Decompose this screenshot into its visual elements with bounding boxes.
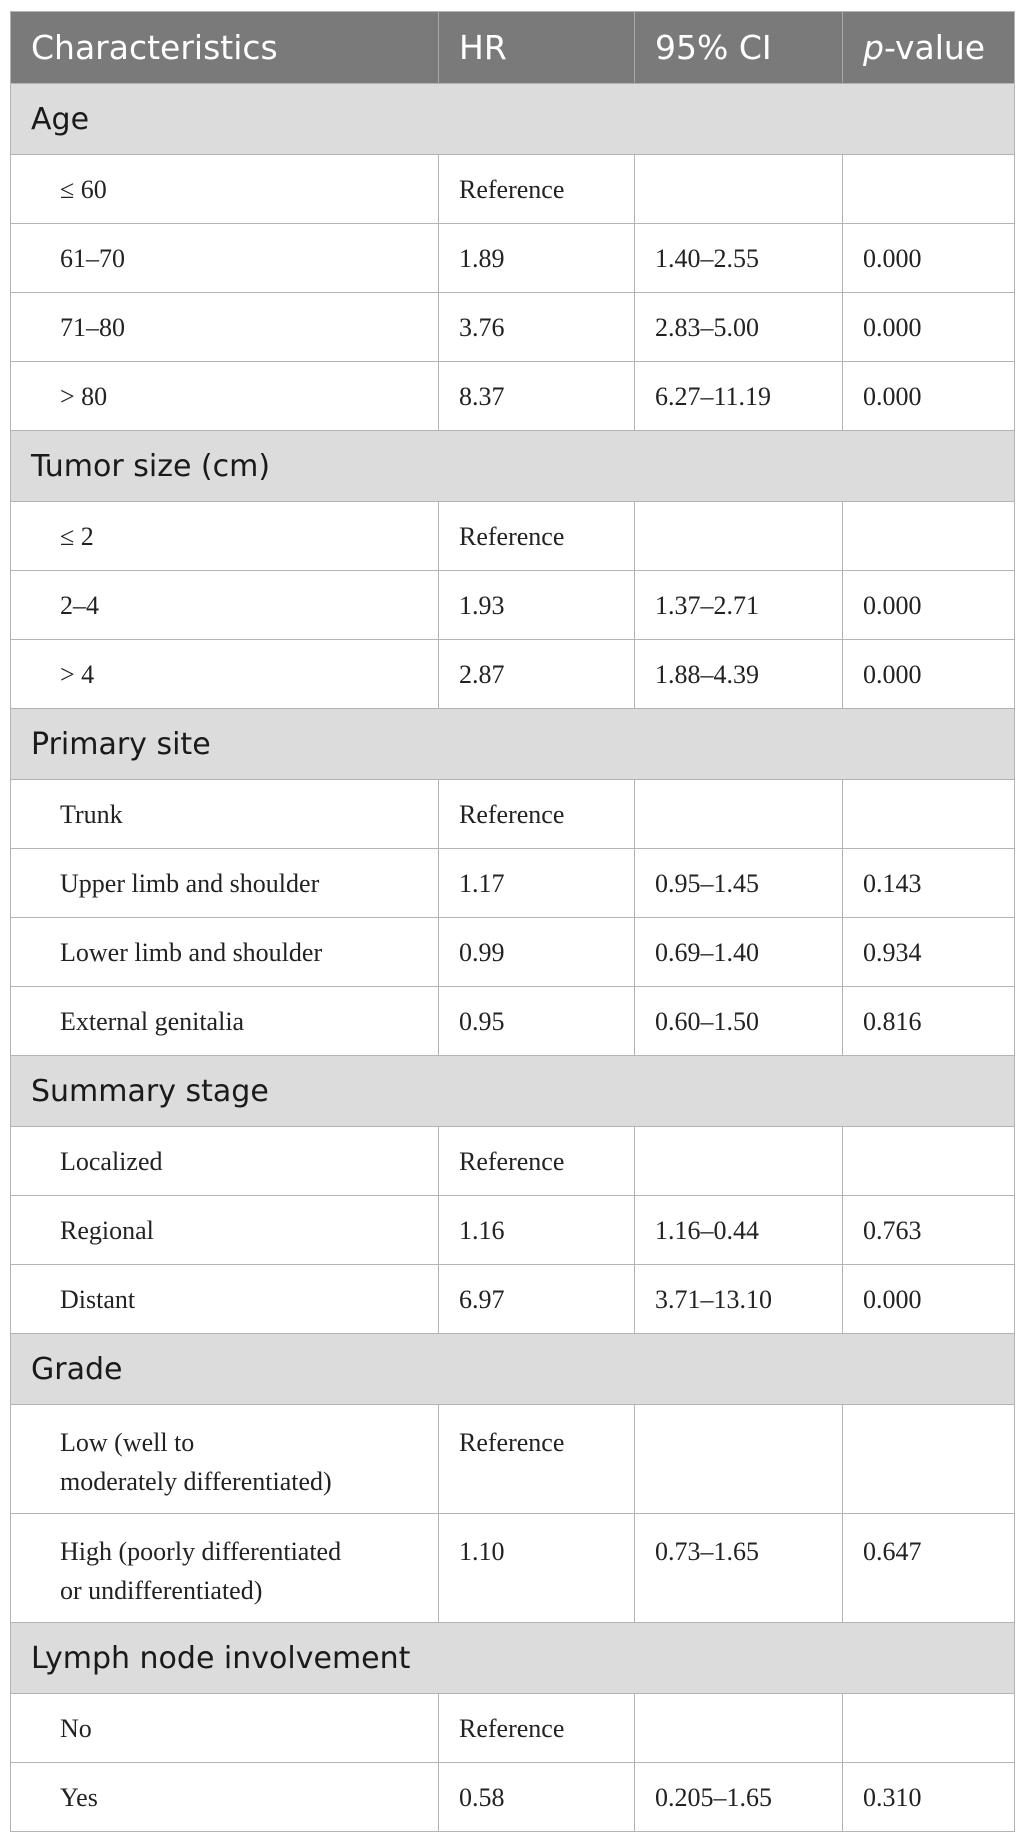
cell-p-value: 0.000 <box>843 1265 1015 1334</box>
table-row <box>11 1694 1015 1763</box>
cell-hr: 1.16 <box>439 1196 635 1265</box>
cell-p-value <box>843 1405 1015 1514</box>
cell-hr: Reference <box>439 1405 635 1514</box>
table-row <box>11 1196 1015 1265</box>
cell-hr: Reference <box>439 1694 635 1763</box>
cell-characteristic: 71–80 <box>11 293 439 362</box>
cell-characteristic: Localized <box>11 1127 439 1196</box>
header-characteristics: Characteristics <box>11 12 439 84</box>
cell-characteristic-line: Low (well to <box>60 1428 195 1457</box>
hazard-ratio-table <box>10 11 1015 1832</box>
header-p-suffix: -value <box>883 28 986 67</box>
table-row <box>11 849 1015 918</box>
cell-ci: 3.71–13.10 <box>635 1265 843 1334</box>
cell-characteristic: Lower limb and shoulder <box>11 918 439 987</box>
cell-ci: 2.83–5.00 <box>635 293 843 362</box>
cell-p-value: 0.816 <box>843 987 1015 1056</box>
group-title: Lymph node involvement <box>11 1623 1015 1694</box>
cell-p-value <box>843 780 1015 849</box>
cell-characteristic: > 80 <box>11 362 439 431</box>
header-row <box>11 12 1015 84</box>
cell-hr: Reference <box>439 780 635 849</box>
cell-hr: Reference <box>439 155 635 224</box>
cell-characteristic: Yes <box>11 1763 439 1832</box>
cell-ci: 0.95–1.45 <box>635 849 843 918</box>
cell-hr: 0.99 <box>439 918 635 987</box>
header-ci: 95% CI <box>635 12 843 84</box>
group-title: Grade <box>11 1334 1015 1405</box>
group-header-row <box>11 431 1015 502</box>
cell-ci: 0.73–1.65 <box>635 1514 843 1623</box>
table-row <box>11 1405 1015 1514</box>
cell-characteristic: Distant <box>11 1265 439 1334</box>
group-title: Tumor size (cm) <box>11 431 1015 502</box>
cell-p-value <box>843 502 1015 571</box>
group-title: Summary stage <box>11 1056 1015 1127</box>
cell-p-value: 0.000 <box>843 224 1015 293</box>
cell-characteristic: 2–4 <box>11 571 439 640</box>
table-row <box>11 640 1015 709</box>
cell-hr: 8.37 <box>439 362 635 431</box>
cell-p-value: 0.647 <box>843 1514 1015 1623</box>
cell-hr: Reference <box>439 502 635 571</box>
cell-ci: 1.16–0.44 <box>635 1196 843 1265</box>
cell-characteristic-line: moderately differentiated) <box>60 1467 332 1496</box>
group-title: Age <box>11 84 1015 155</box>
cell-characteristic: Regional <box>11 1196 439 1265</box>
cell-p-value: 0.000 <box>843 571 1015 640</box>
cell-ci: 6.27–11.19 <box>635 362 843 431</box>
cell-p-value: 0.000 <box>843 293 1015 362</box>
cell-ci <box>635 1405 843 1514</box>
cell-p-value: 0.000 <box>843 640 1015 709</box>
cell-ci: 0.60–1.50 <box>635 987 843 1056</box>
cell-characteristic-line: High (poorly differentiated <box>60 1537 342 1566</box>
group-header-row <box>11 84 1015 155</box>
cell-characteristic-line: or undifferentiated) <box>60 1576 263 1605</box>
table-row <box>11 155 1015 224</box>
group-header-row <box>11 1334 1015 1405</box>
cell-ci <box>635 780 843 849</box>
table-row <box>11 1265 1015 1334</box>
cell-ci: 1.37–2.71 <box>635 571 843 640</box>
group-header-row <box>11 1623 1015 1694</box>
group-header-row <box>11 709 1015 780</box>
cell-hr: Reference <box>439 1127 635 1196</box>
cell-p-value <box>843 155 1015 224</box>
table-body <box>11 84 1015 1832</box>
cell-p-value <box>843 1127 1015 1196</box>
cell-characteristic: No <box>11 1694 439 1763</box>
cell-hr: 3.76 <box>439 293 635 362</box>
cell-characteristic: ≤ 60 <box>11 155 439 224</box>
table-row <box>11 1763 1015 1832</box>
cell-characteristic: > 4 <box>11 640 439 709</box>
table-row <box>11 293 1015 362</box>
cell-characteristic: ≤ 2 <box>11 502 439 571</box>
table-row <box>11 362 1015 431</box>
table-row <box>11 987 1015 1056</box>
cell-characteristic: Upper limb and shoulder <box>11 849 439 918</box>
cell-ci: 0.69–1.40 <box>635 918 843 987</box>
cell-hr: 1.89 <box>439 224 635 293</box>
cell-ci <box>635 1694 843 1763</box>
cell-characteristic: External genitalia <box>11 987 439 1056</box>
hazard-ratio-table-container <box>10 11 1014 1832</box>
cell-hr: 1.10 <box>439 1514 635 1623</box>
cell-characteristic: Trunk <box>11 780 439 849</box>
cell-hr: 1.17 <box>439 849 635 918</box>
group-header-row <box>11 1056 1015 1127</box>
cell-ci <box>635 1127 843 1196</box>
cell-characteristic: 61–70 <box>11 224 439 293</box>
header-p-value <box>843 12 1015 84</box>
cell-ci: 0.205–1.65 <box>635 1763 843 1832</box>
cell-hr: 6.97 <box>439 1265 635 1334</box>
table-row <box>11 780 1015 849</box>
cell-hr: 1.93 <box>439 571 635 640</box>
cell-p-value: 0.763 <box>843 1196 1015 1265</box>
cell-p-value <box>843 1694 1015 1763</box>
cell-characteristic <box>11 1405 439 1514</box>
group-title: Primary site <box>11 709 1015 780</box>
table-row <box>11 1127 1015 1196</box>
cell-ci: 1.40–2.55 <box>635 224 843 293</box>
cell-p-value: 0.934 <box>843 918 1015 987</box>
cell-ci <box>635 502 843 571</box>
table-header <box>11 12 1015 84</box>
table-row <box>11 571 1015 640</box>
cell-hr: 2.87 <box>439 640 635 709</box>
header-p-italic: p <box>863 28 884 67</box>
cell-hr: 0.95 <box>439 987 635 1056</box>
cell-characteristic <box>11 1514 439 1623</box>
table-row <box>11 918 1015 987</box>
cell-hr: 0.58 <box>439 1763 635 1832</box>
cell-p-value: 0.143 <box>843 849 1015 918</box>
cell-ci <box>635 155 843 224</box>
table-row <box>11 1514 1015 1623</box>
table-row <box>11 224 1015 293</box>
table-row <box>11 502 1015 571</box>
cell-ci: 1.88–4.39 <box>635 640 843 709</box>
header-hr: HR <box>439 12 635 84</box>
cell-p-value: 0.310 <box>843 1763 1015 1832</box>
cell-p-value: 0.000 <box>843 362 1015 431</box>
